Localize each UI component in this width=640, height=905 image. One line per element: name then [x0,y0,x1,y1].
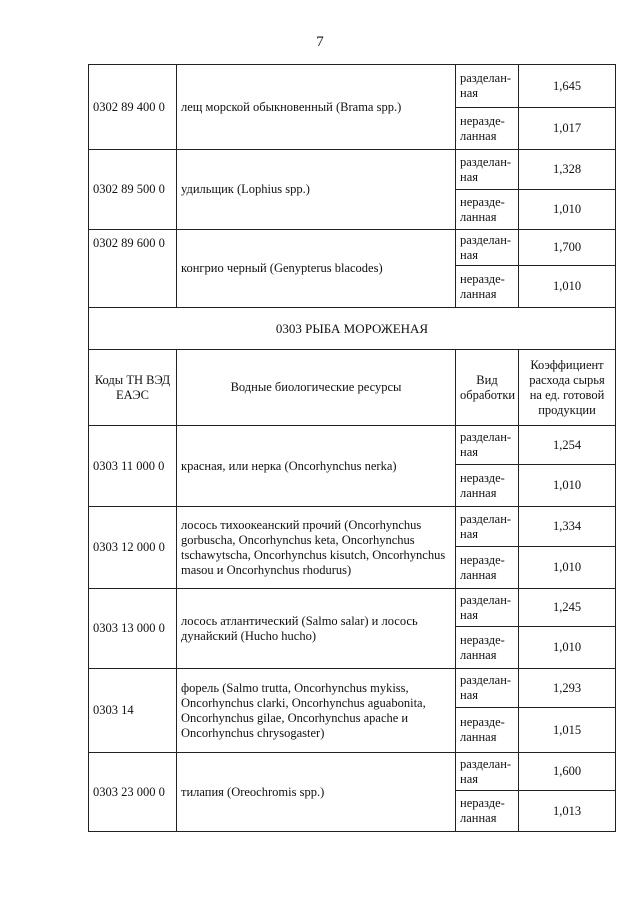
coefficient-value: 1,328 [519,150,616,190]
header-row [89,350,616,426]
processing-type: разделан- ная [456,65,519,108]
coefficient-value: 1,013 [519,791,616,832]
header-name: Водные биологические ресурсы [177,350,456,426]
hs-code: 0303 11 000 0 [89,426,177,507]
processing-type: неразде- ланная [456,465,519,507]
processing-type: неразде- ланная [456,627,519,669]
resource-name: удильщик (Lophius spp.) [177,150,456,230]
processing-type: неразде- ланная [456,108,519,150]
hs-code: 0303 23 000 0 [89,753,177,832]
header-code: Коды ТН ВЭД ЕАЭС [89,350,177,426]
coefficient-value: 1,245 [519,589,616,627]
resource-name: конгрио черный (Genypterus blacodes) [177,230,456,308]
processing-type: разделан- ная [456,150,519,190]
section-title: 0303 РЫБА МОРОЖЕНАЯ [89,308,616,350]
coefficient-value: 1,010 [519,190,616,230]
processing-type: разделан- ная [456,753,519,791]
processing-type: неразде- ланная [456,708,519,753]
coefficient-value: 1,010 [519,547,616,589]
processing-type: разделан- ная [456,669,519,708]
processing-type: неразде- ланная [456,791,519,832]
resource-name: тилапия (Oreochromis spp.) [177,753,456,832]
coefficient-value: 1,015 [519,708,616,753]
hs-code: 0302 89 600 0 [89,230,177,308]
resource-name: лещ морской обыкновенный (Brama spp.) [177,65,456,150]
processing-type: неразде- ланная [456,266,519,308]
hs-code: 0302 89 400 0 [89,65,177,150]
resource-name: форель (Salmo trutta, Oncorhynchus mykiss, Oncorhynchus clarki, Oncorhynchus aguabonita, Oncorhynchus gilae, Oncorhynchus apache и Oncorhynchus chrysogaster) [177,669,456,753]
coefficient-value: 1,010 [519,465,616,507]
coefficient-value: 1,010 [519,266,616,308]
coefficient-value: 1,017 [519,108,616,150]
table-row [89,507,616,547]
resource-name: лосось атлантический (Salmo salar) и лосось дунайский (Hucho hucho) [177,589,456,669]
processing-type: неразде- ланная [456,547,519,589]
coefficient-value: 1,700 [519,230,616,266]
coefficient-value: 1,645 [519,65,616,108]
resource-name: красная, или нерка (Oncorhynchus nerka) [177,426,456,507]
table-row [89,426,616,465]
processing-type: разделан- ная [456,230,519,266]
table-row [89,150,616,190]
table-row [89,65,616,108]
coefficient-value: 1,010 [519,627,616,669]
coefficient-value: 1,334 [519,507,616,547]
resource-name: лосось тихоокеанский прочий (Oncorhynchus gorbuscha, Oncorhynchus keta, Oncorhynchus tschawytscha, Oncorhynchus kisutch, Oncorhynchus masou и Oncorhynchus rhodurus) [177,507,456,589]
processing-type: разделан- ная [456,507,519,547]
coefficient-value: 1,254 [519,426,616,465]
hs-code: 0303 14 [89,669,177,753]
hs-code: 0302 89 500 0 [89,150,177,230]
table-row [89,753,616,791]
page-number: 7 [316,34,324,50]
coefficient-value: 1,600 [519,753,616,791]
processing-type: разделан- ная [456,426,519,465]
processing-type: разделан- ная [456,589,519,627]
hs-code: 0303 12 000 0 [89,507,177,589]
table-row [89,669,616,708]
header-coefficient: Коэффициент расхода сырья на ед. готовой продукции [519,350,616,426]
coefficient-value: 1,293 [519,669,616,708]
section-row [89,308,616,350]
table-row [89,589,616,627]
hs-code: 0303 13 000 0 [89,589,177,669]
table-row [89,230,616,266]
header-processing-type: Вид обработки [456,350,519,426]
coefficient-table [88,64,616,832]
processing-type: неразде- ланная [456,190,519,230]
